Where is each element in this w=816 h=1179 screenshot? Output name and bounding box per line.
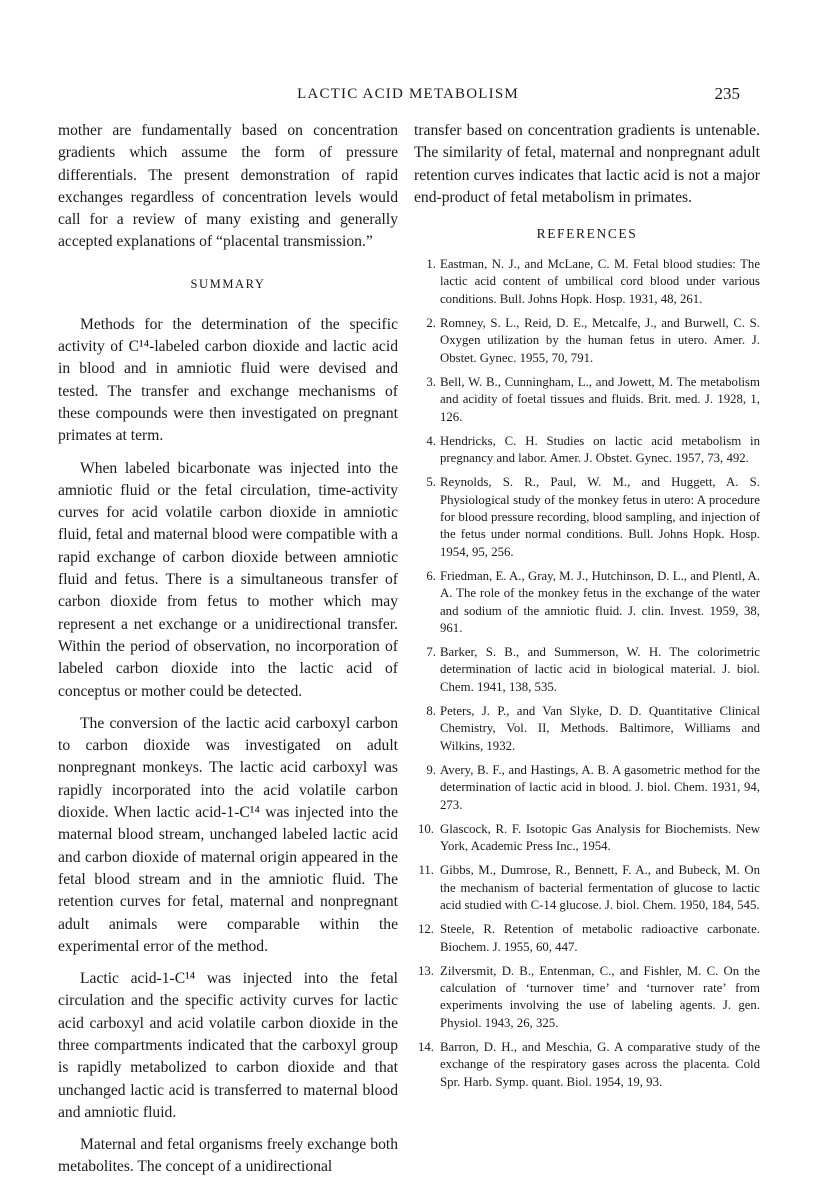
reference-item — [414, 374, 760, 426]
reference-number: 9. — [426, 762, 436, 777]
references-heading: REFERENCES — [536, 226, 638, 242]
reference-text: Friedman, E. A., Gray, M. J., Hutchinson, D. L., and Plentl, A. A. The role of the monkey fetus in the exchange of the water and sodium of the amniotic fluid. J. clin. Invest. 1959, 38, 961. — [440, 568, 760, 635]
reference-number: 6. — [426, 568, 436, 583]
reference-item — [414, 433, 760, 468]
reference-item — [414, 1039, 760, 1091]
reference-text: Hendricks, C. H. Studies on lactic acid metabolism in pregnancy and labor. Amer. J. Obstet. Gynec. 1957, 73, 492. — [440, 433, 760, 466]
summary-paragraph: Methods for the determination of the specific activity of C¹⁴-labeled carbon dioxide and lactic acid in blood and in amniotic fluid were devised and tested. The transfer and exchange mechanisms of these compounds were then investigated on pregnant primates at term. — [58, 315, 398, 445]
reference-number: 1. — [426, 257, 436, 272]
reference-text: Steele, R. Retention of metabolic radioactive carbonate. Biochem. J. 1955, 60, 447. — [440, 922, 760, 954]
reference-text: Bell, W. B., Cunningham, L., and Jowett, M. The metabolism and acidity of foetal tissues and fluids. Brit. med. J. 1928, 1, 126. — [440, 374, 760, 424]
reference-item — [414, 703, 760, 755]
reference-number: 3. — [426, 374, 436, 389]
reference-number: 13. — [418, 963, 434, 978]
reference-text: Reynolds, S. R., Paul, W. M., and Huggett, A. S. Physiological study of the monkey fetus in utero: A procedure for blood pressure recording, blood sampling, and injection of the fetus under normal conditions. Bull. Johns Hopk. Hosp. 1954, 95, 256. — [440, 475, 760, 559]
reference-item — [414, 862, 760, 914]
reference-number: 12. — [418, 922, 434, 937]
reference-text: Barron, D. H., and Meschia, G. A comparative study of the exchange of the respiratory gases across the placenta. Cold Spr. Harb. Symp. quant. Biol. 1954, 19, 93. — [440, 1040, 760, 1089]
reference-number: 5. — [426, 475, 436, 490]
reference-number: 11. — [418, 863, 434, 878]
reference-list — [414, 256, 760, 1091]
summary-paragraph: When labeled bicarbonate was injected into the amniotic fluid or the fetal circulation, time-activity curves for acid volatile carbon dioxide in amniotic fluid, fetal and maternal blood were compatible with a rapid exchange of carbon dioxide between amniotic fluid and fetus. There is a simultaneous transfer of carbon dioxide from fetus to mother which may represent a net exchange or a unidirectional transfer. Within the period of observation, no incorporation of labeled carbon dioxide into the lactic acid of conceptus or mother could be detected. — [58, 459, 398, 700]
reference-text: Romney, S. L., Reid, D. E., Metcalfe, J., and Burwell, C. S. Oxygen utilization by the human fetus in utero. Amer. J. Obstet. Gynec. 1955, 70, 791. — [440, 316, 760, 365]
reference-item — [414, 921, 760, 956]
left-column — [58, 120, 398, 1179]
page-number: 235 — [714, 84, 740, 103]
summary-heading: SUMMARY — [190, 276, 266, 291]
reference-text: Avery, B. F., and Hastings, A. B. A gasometric method for the determination of lactic acid in blood. J. biol. Chem. 1931, 94, 273. — [440, 762, 760, 812]
reference-text: Eastman, N. J., and McLane, C. M. Fetal blood studies: The lactic acid content of umbilical cord blood under various conditions. Bull. Johns Hopk. Hosp. 1931, 48, 261. — [440, 257, 760, 306]
conclusion-paragraph: transfer based on concentration gradients is untenable. The similarity of fetal, maternal and nonpregnant adult retention curves indicates that lactic acid is not a major end-product of fetal metabolism in primates. — [414, 122, 760, 206]
reference-number: 8. — [426, 704, 436, 719]
running-head — [0, 86, 816, 108]
reference-item — [414, 963, 760, 1032]
running-title: LACTIC ACID METABOLISM — [297, 86, 519, 102]
reference-number: 10. — [418, 821, 434, 836]
reference-text: Peters, J. P., and Van Slyke, D. D. Quantitative Clinical Chemistry, Vol. II, Methods. Baltimore, Williams and Wilkins, 1932. — [440, 704, 760, 753]
reference-item — [414, 568, 760, 637]
reference-text: Gibbs, M., Dumrose, R., Bennett, F. A., and Bubeck, M. On the mechanism of bacterial fermentation of glucose to lactic acid studied with C-14 glucose. J. biol. Chem. 1950, 184, 545. — [440, 863, 760, 912]
summary-paragraph: The conversion of the lactic acid carboxyl carbon to carbon dioxide was investigated on adult nonpregnant monkeys. The lactic acid carboxyl was rapidly incorporated into the acid volatile carbon dioxide. When lactic acid-1-C¹⁴ was injected into the maternal blood stream, unchanged labeled lactic acid and carbon dioxide of maternal origin appeared in the fetal blood stream and in the amniotic fluid. The retention curves for fetal, maternal and nonpregnant adult animals were comparable within the experimental error of the method. — [58, 714, 398, 955]
reference-item — [414, 821, 760, 856]
reference-number: 2. — [426, 316, 436, 331]
right-column — [414, 120, 760, 1098]
reference-text: Barker, S. B., and Summerson, W. H. The colorimetric determination of lactic acid in biological material. J. biol. Chem. 1941, 138, 535. — [440, 645, 760, 694]
continuation-paragraph: mother are fundamentally based on concentration gradients which assume the form of pressure differentials. The present demonstration of rapid exchanges regardless of concentration levels would call for a review of many existing and generally accepted explanations of “placental transmission.” — [58, 122, 398, 251]
reference-item — [414, 315, 760, 367]
reference-item — [414, 762, 760, 814]
reference-text: Glascock, R. F. Isotopic Gas Analysis for Biochemists. New York, Academic Press Inc., 1954. — [440, 821, 760, 854]
reference-item — [414, 256, 760, 308]
reference-number: 7. — [426, 645, 436, 660]
reference-number: 4. — [426, 433, 436, 448]
reference-item — [414, 474, 760, 560]
reference-item — [414, 644, 760, 696]
reference-number: 14. — [418, 1040, 434, 1055]
summary-paragraph: Maternal and fetal organisms freely exchange both metabolites. The concept of a unidirectional — [58, 1136, 398, 1176]
summary-paragraph: Lactic acid-1-C¹⁴ was injected into the fetal circulation and the specific activity curves for lactic acid carboxyl and acid volatile carbon dioxide in the three compartments indicated that the carboxyl group is rapidly metabolized to carbon dioxide and that unchanged lactic acid is transferred to maternal blood and amniotic fluid. — [58, 970, 398, 1121]
reference-text: Zilversmit, D. B., Entenman, C., and Fishler, M. C. On the calculation of ‘turnover time’ and ‘turnover rate’ from experiments involving the use of labeling agents. J. gen. Physiol. 1943, 26, 325. — [440, 963, 760, 1030]
